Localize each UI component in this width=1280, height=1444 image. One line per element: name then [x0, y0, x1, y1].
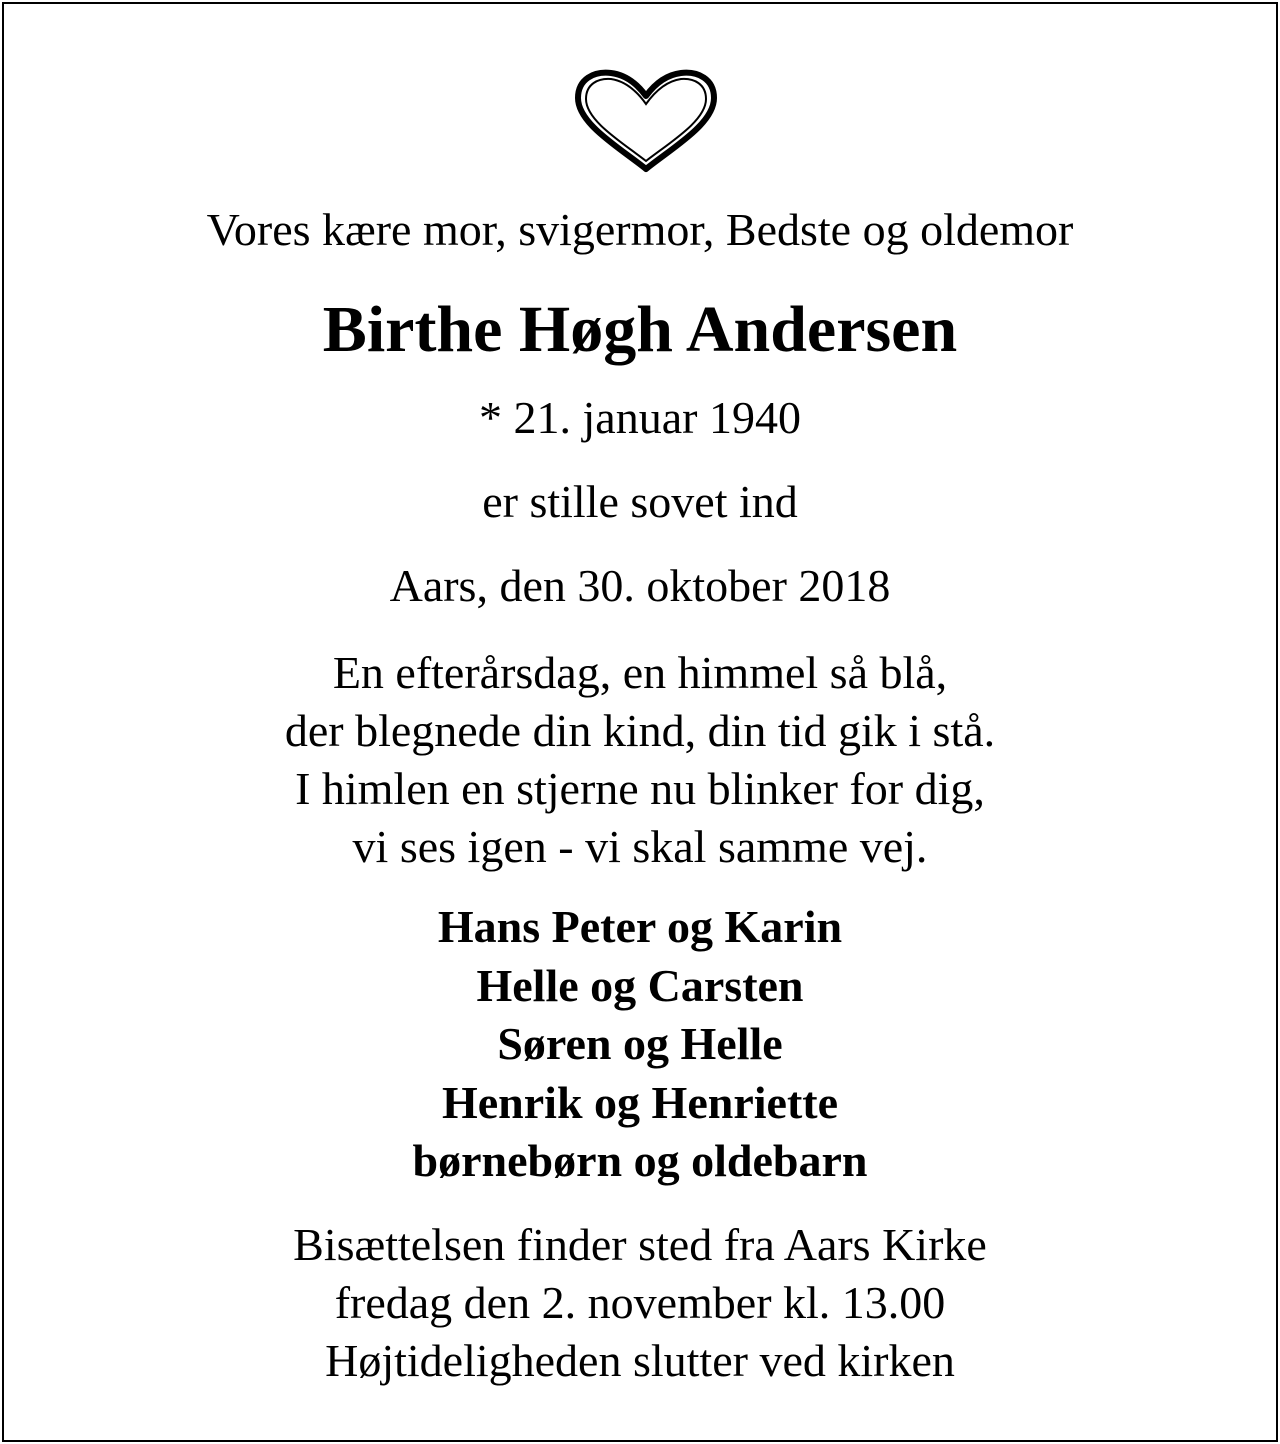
obituary-notice — [2, 2, 1278, 1442]
mourner-name: børnebørn og oldebarn — [412, 1135, 868, 1186]
funeral-line: fredag den 2. november kl. 13.00 — [334, 1277, 946, 1328]
mourners-list — [4, 898, 1276, 1191]
intro-line: Vores kære mor, svigermor, Bedste og oldemor — [206, 204, 1074, 255]
memorial-poem — [4, 644, 1276, 876]
mourner-name: Helle og Carsten — [476, 959, 804, 1011]
poem-line: En efterårsdag, en himmel så blå, — [332, 647, 948, 698]
mourner-name: Hans Peter og Karin — [437, 901, 843, 952]
deceased-name: Birthe Høgh Andersen — [322, 293, 958, 366]
poem-line: der blegnede din kind, din tid gik i stå. — [284, 705, 996, 756]
mourner-name: Søren og Helle — [497, 1018, 783, 1069]
mourner-name: Henrik og Henriette — [441, 1076, 838, 1128]
birth-date: * 21. januar 1940 — [479, 392, 801, 443]
passed-away-text: er stille sovet ind — [482, 476, 798, 527]
place-and-date: Aars, den 30. oktober 2018 — [389, 560, 891, 611]
heart-icon — [570, 66, 722, 176]
funeral-line: Bisættelsen finder sted fra Aars Kirke — [293, 1219, 987, 1270]
poem-line: I himlen en stjerne nu blinker for dig, — [295, 763, 985, 814]
funeral-line: Højtideligheden slutter ved kirken — [325, 1335, 955, 1386]
funeral-details — [4, 1216, 1276, 1390]
poem-line: vi ses igen - vi skal samme vej. — [352, 821, 928, 872]
